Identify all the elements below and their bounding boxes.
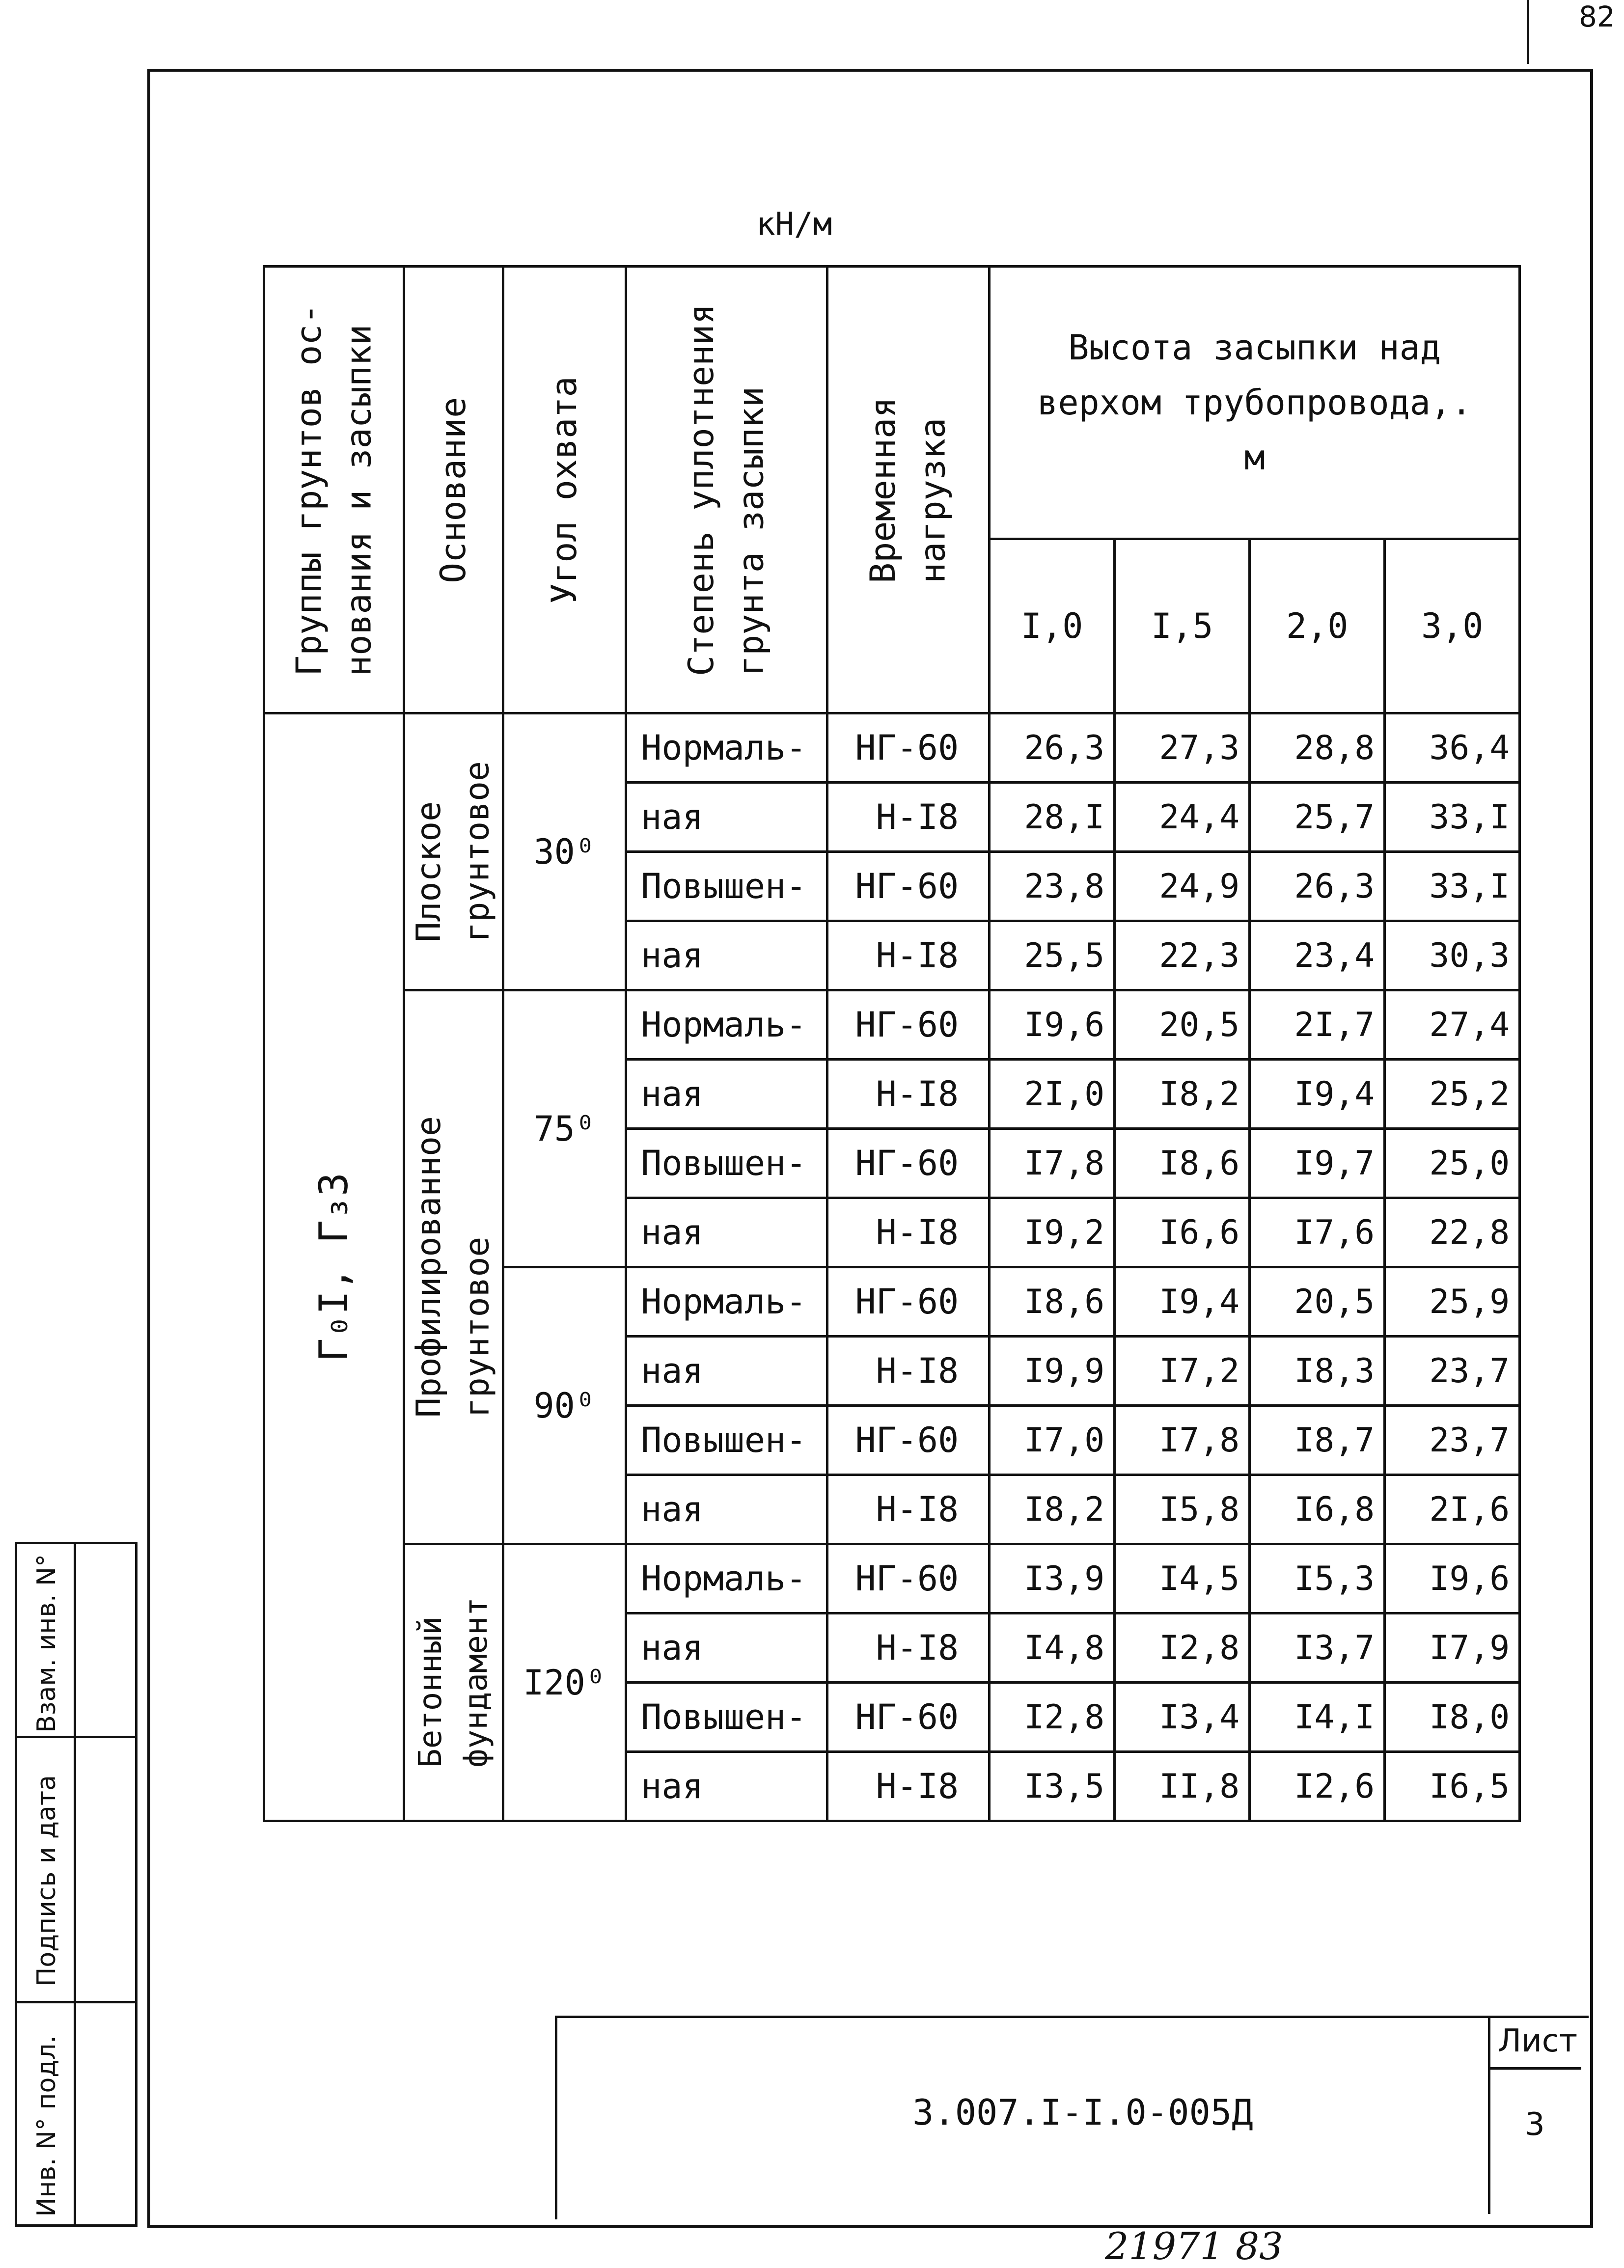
compaction-high: ная [626, 1752, 827, 1821]
table-cell: 22,3 [1115, 921, 1250, 990]
load-label: НГ-60 [827, 1544, 990, 1613]
table-cell: 25,2 [1385, 1060, 1520, 1129]
table-cell: I9,4 [1115, 1267, 1250, 1337]
table-cell: 25,7 [1250, 783, 1385, 852]
table-cell: I7,0 [990, 1406, 1115, 1475]
compaction-high: Повышен- [626, 1683, 827, 1752]
base-profiled: Профилированное грунтовое [404, 990, 503, 1544]
table-cell: I3,4 [1115, 1683, 1250, 1752]
table-cell: I8,7 [1250, 1406, 1385, 1475]
table-cell: 26,3 [1250, 852, 1385, 921]
compaction-high: ная [626, 1198, 827, 1267]
table-cell: I9,9 [990, 1337, 1115, 1406]
signature-date-label: Подпись и дата [32, 1775, 61, 1987]
compaction-high: ная [626, 1475, 827, 1544]
compaction-normal: ная [626, 783, 827, 852]
header-compaction: Степень уплотнения грунта засыпки [626, 267, 827, 713]
table-cell: I4,8 [990, 1613, 1115, 1683]
table-cell: I7,8 [1115, 1406, 1250, 1475]
table-cell: 23,7 [1385, 1406, 1520, 1475]
header-base: Основание [404, 267, 503, 713]
load-label: НГ-60 [827, 1267, 990, 1337]
load-label: НГ-60 [827, 990, 990, 1060]
table-cell: I8,3 [1250, 1337, 1385, 1406]
table-cell: I7,6 [1250, 1198, 1385, 1267]
table-cell: I8,6 [1115, 1129, 1250, 1198]
table-cell: I8,6 [990, 1267, 1115, 1337]
load-label: Н-I8 [827, 1198, 990, 1267]
load-label: НГ-60 [827, 1129, 990, 1198]
load-label: Н-I8 [827, 1475, 990, 1544]
angle-75: 75⁰ [503, 990, 626, 1267]
table-cell: I3,7 [1250, 1613, 1385, 1683]
angle-120: I20⁰ [503, 1544, 626, 1821]
table-cell: 23,7 [1385, 1337, 1520, 1406]
load-label: НГ-60 [827, 713, 990, 783]
header-h1: I,0 [990, 539, 1115, 713]
header-group: Группы грунтов ос- нования и засыпки [264, 267, 404, 713]
table-cell: I9,6 [990, 990, 1115, 1060]
table-cell: I2,8 [1115, 1613, 1250, 1683]
table-cell: I2,6 [1250, 1752, 1385, 1821]
table-cell: 20,5 [1250, 1267, 1385, 1337]
header-h3: 2,0 [1250, 539, 1385, 713]
header-load: Временная нагрузка [827, 267, 990, 713]
table-cell: I9,4 [1250, 1060, 1385, 1129]
side-strip-rule [17, 2001, 135, 2003]
table-cell: 28,8 [1250, 713, 1385, 783]
frame-tab-line [1527, 0, 1529, 64]
table-cell: 2I,7 [1250, 990, 1385, 1060]
table-cell: I8,2 [1115, 1060, 1250, 1129]
table-cell: I3,9 [990, 1544, 1115, 1613]
page-number: 82 [1579, 0, 1615, 33]
table-cell: 33,I [1385, 783, 1520, 852]
compaction-high: Повышен- [626, 1406, 827, 1475]
table-cell: 27,4 [1385, 990, 1520, 1060]
table-cell: 22,8 [1385, 1198, 1520, 1267]
angle-90: 90⁰ [503, 1267, 626, 1544]
header-height: Высота засыпки над верхом трубопровода,. м [990, 267, 1520, 539]
table-cell: I3,5 [990, 1752, 1115, 1821]
table-cell: I9,7 [1250, 1129, 1385, 1198]
table-cell: 23,4 [1250, 921, 1385, 990]
load-label: Н-I8 [827, 783, 990, 852]
sheet-label: Лист [1498, 2023, 1578, 2059]
data-table [263, 265, 1521, 1822]
table-cell: I7,2 [1115, 1337, 1250, 1406]
compaction-normal: Нормаль- [626, 713, 827, 783]
compaction-normal: ная [626, 1060, 827, 1129]
table-cell: 26,3 [990, 713, 1115, 783]
table-cell: I4,5 [1115, 1544, 1250, 1613]
header-h4: 3,0 [1385, 539, 1520, 713]
compaction-normal: ная [626, 1337, 827, 1406]
compaction-high: Повышен- [626, 1129, 827, 1198]
compaction-high: ная [626, 921, 827, 990]
table-cell: I7,8 [990, 1129, 1115, 1198]
angle-30: 30⁰ [503, 713, 626, 990]
table-cell: II,8 [1115, 1752, 1250, 1821]
compaction-high: Повышен- [626, 852, 827, 921]
header-h2: I,5 [1115, 539, 1250, 713]
table-cell: I8,2 [990, 1475, 1115, 1544]
table-cell: I7,9 [1385, 1613, 1520, 1683]
side-stamp-strip [15, 1542, 138, 2227]
table-cell: 25,5 [990, 921, 1115, 990]
compaction-normal: Нормаль- [626, 1267, 827, 1337]
table-cell: 2I,6 [1385, 1475, 1520, 1544]
table-cell: 24,4 [1115, 783, 1250, 852]
table-cell: 20,5 [1115, 990, 1250, 1060]
table-cell: 33,I [1385, 852, 1520, 921]
table-cell: I9,2 [990, 1198, 1115, 1267]
document-code: 3.007.I-I.0-005Д [912, 2092, 1253, 2133]
base-concrete: Бетонный фундамент [404, 1544, 503, 1821]
table-cell: 23,8 [990, 852, 1115, 921]
table-unit-label: кН/м [756, 206, 832, 243]
table-cell: I5,3 [1250, 1544, 1385, 1613]
load-label: НГ-60 [827, 1683, 990, 1752]
table-cell: I9,6 [1385, 1544, 1520, 1613]
load-label: Н-I8 [827, 1752, 990, 1821]
table-cell: I5,8 [1115, 1475, 1250, 1544]
load-label: НГ-60 [827, 852, 990, 921]
side-strip-rule [17, 1736, 135, 1738]
table-cell: 27,3 [1115, 713, 1250, 783]
table-cell: 36,4 [1385, 713, 1520, 783]
table-cell: I6,8 [1250, 1475, 1385, 1544]
vzam-inv-label: Взам. инв. N° [32, 1554, 61, 1733]
compaction-normal: ная [626, 1613, 827, 1683]
base-flat: Плоское грунтовое [404, 713, 503, 990]
load-label: Н-I8 [827, 1613, 990, 1683]
header-angle: Угол охвата [503, 267, 626, 713]
table-cell: I8,0 [1385, 1683, 1520, 1752]
inv-podl-label: Инв. N° подл. [32, 2035, 61, 2217]
table-cell: 25,0 [1385, 1129, 1520, 1198]
table-cell: I6,6 [1115, 1198, 1250, 1267]
table-cell: I6,5 [1385, 1752, 1520, 1821]
soil-group-cell: Г₀I, Г₃3 [264, 713, 404, 1821]
load-label: Н-I8 [827, 921, 990, 990]
table-cell: 24,9 [1115, 852, 1250, 921]
sheet-number: 3 [1525, 2106, 1545, 2143]
load-label: НГ-60 [827, 1406, 990, 1475]
table-cell: 2I,0 [990, 1060, 1115, 1129]
table-cell: 25,9 [1385, 1267, 1520, 1337]
table-cell: 30,3 [1385, 921, 1520, 990]
table-cell: I2,8 [990, 1683, 1115, 1752]
compaction-normal: Нормаль- [626, 1544, 827, 1613]
handwritten-number: 21971 83 [1105, 2224, 1283, 2268]
compaction-normal: Нормаль- [626, 990, 827, 1060]
sheet-divider [1488, 2067, 1581, 2070]
table-cell: I4,I [1250, 1683, 1385, 1752]
load-label: Н-I8 [827, 1060, 990, 1129]
table-cell: 28,I [990, 783, 1115, 852]
load-label: Н-I8 [827, 1337, 990, 1406]
